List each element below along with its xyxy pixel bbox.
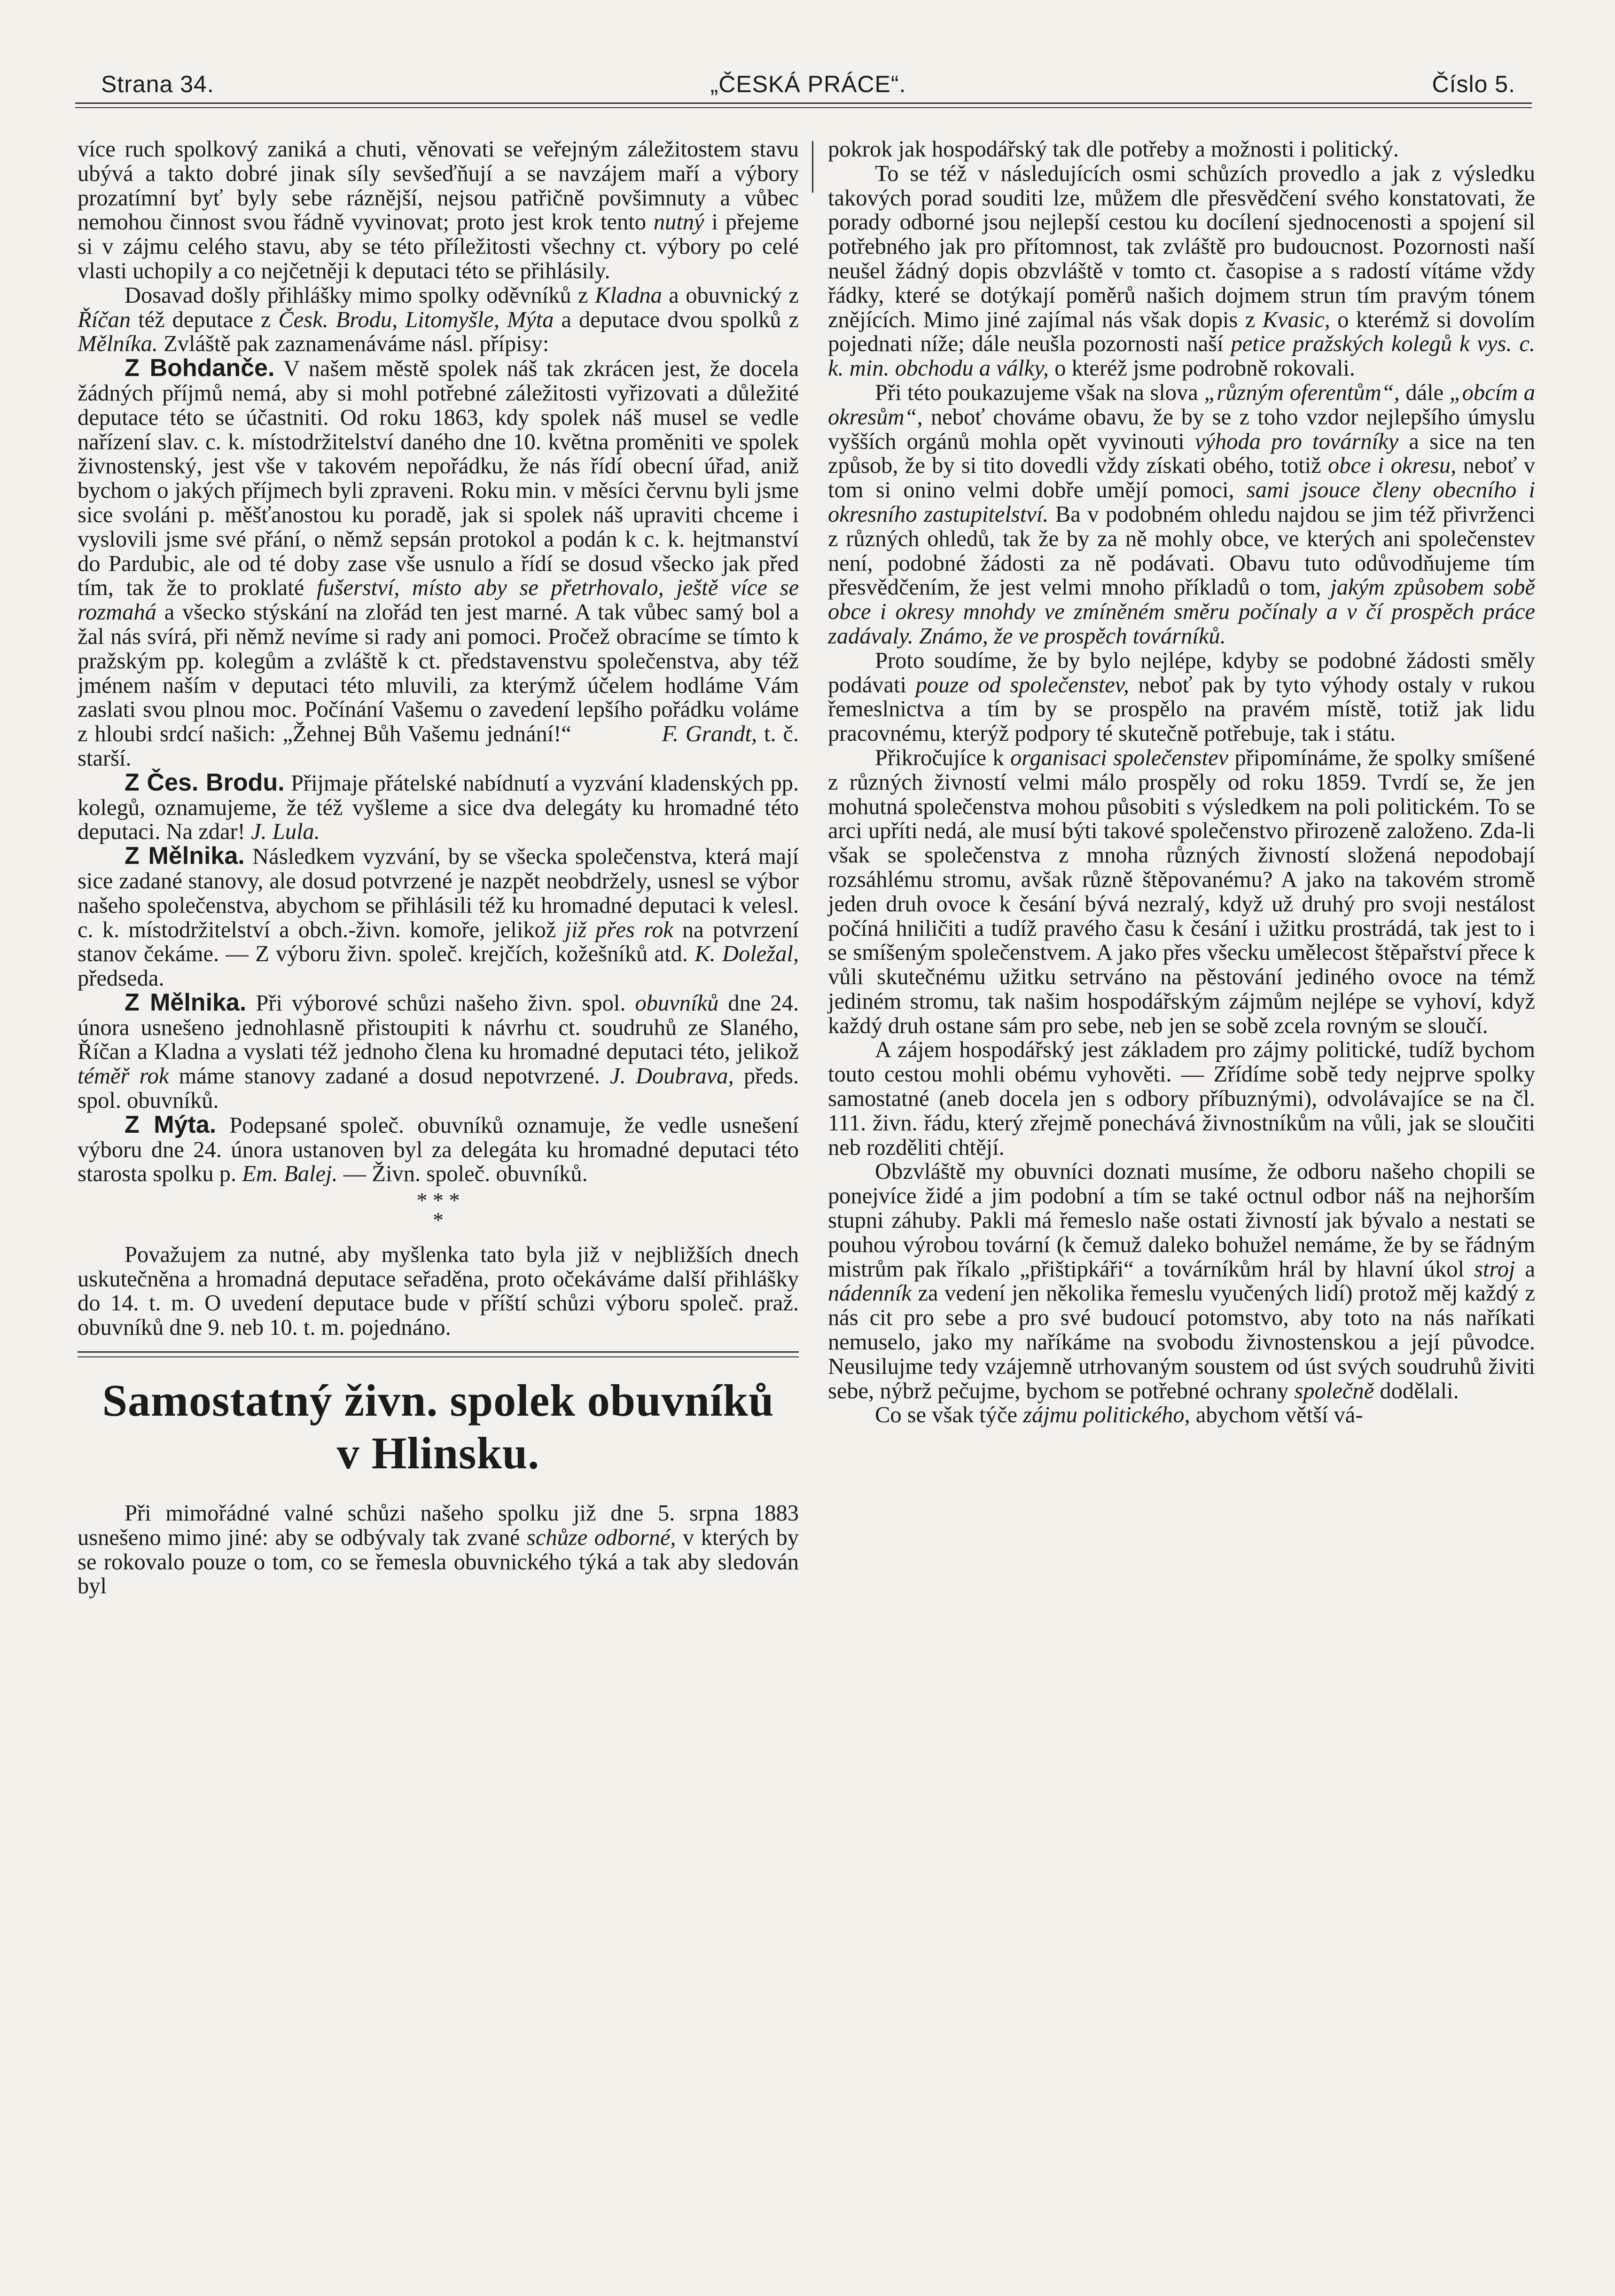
header-rule-bottom — [75, 107, 1532, 108]
letter-heading: Z Mýta. — [125, 1111, 217, 1138]
letter-melnik-1: Z Mělnika. Následkem vyzvání, by se všecka společenstva, která mají sice zadané stanovy, ale dosud potvrzené je nazpět neobdržely, usnesl se výbor našeho společenstva, abychom se přihlásili též ku hromadné deputaci k velesl. c. k. místodržitelství a obch.-živn. komoře, jelikož již přes rok na potvrzení stanov čekáme. — Z výboru živn. společ. krejčích, kožešníků atd. K. Doležal, předseda. — [78, 842, 799, 991]
right-paragraph-2: To se též v následujících osmi schůzích provedlo a jak z výsledku takových porad souditi lze, můžem dle přesvědčení svého konstatovati, že porady odborné jsou nejlepší cestou ku docílení sjednocenosti a spojení sil potřebného jak pro přítomnost, tak zvláště pro budoucnost. Pozornosti naší neušel žádný dopis obzvláště v tomto ct. časopise a s radostí vítáme vždy řádky, které se dotýkají poměrů našich dojmem strun tím pravým tónem znějících. Mimo jiné zajímal nás však dopis z Kvasic, o kterémž si dovolím pojednati níže; dále neušla pozornosti naší petice pražských kolegů k vys. c. k. min. obchodu a války, o kteréž jsme podrobně rokovali. — [828, 161, 1535, 381]
signature: J. Doubrava, — [610, 1064, 734, 1089]
article-title: Samostatný živn. spolek obuvníků v Hlinsku. — [102, 1375, 774, 1479]
letter-cesky-brod: Z Čes. Brodu. Přijmaje přátelské nabídnutí a vyzvání kladenských pp. kolegů, oznamujeme, že též vyšleme a sice dva delegáty ku hromadné této deputaci. Na zdar! J. Lula. — [78, 768, 799, 845]
right-paragraph-6: A zájem hospodářský jest základem pro zájmy politické, tudíž bychom touto cestou mohli obému vyhověti. — Zřídíme sobě tedy nejprve spolky samostatné (aneb docela jen s odbory příbuznými), odvolávajíce se na čl. 111. živn. řádu, který zřejmě ponechává živnostníkům na vůli, jak se sloučiti neb rozděliti chtějí. — [828, 1037, 1535, 1160]
right-paragraph-1: pokrok jak hospodářský tak dle potřeby a možnosti i politický. — [828, 137, 1399, 162]
left-column — [78, 137, 799, 1599]
article-continuation: více ruch spolkový zaniká a chuti, věnovati se veřejným záležitostem stavu ubývá a takto dobré jinak síly sevšeďňují a se navzájem maří a výbory prozatímní byť byly sebe ráznější, nejsou patřičně povšimnuty a vůbec nemohou činnost svou řádně vyvinovat; proto jest krok tento nutný i přejeme si v zájmu celého stavu, aby se této příležitosti všechny ct. výbory po celé vlasti uchopily a co nejčetněji k deputaci této se přihlásily. — [78, 137, 799, 283]
letter-bohdanec: Z Bohdanče. V našem městě spolek náš tak zkrácen jest, že docela žádných příjmů nemá, aby si mohl potřebné záležitosti vyřizovati a důležité deputace této se účastniti. Od roku 1863, kdy spolek náš musel se vedle nařízení slav. c. k. místodržitelství daného dne 10. května proměniti ve spolek živnostenský, jest vše v takovém nepořádku, že nás řídí obecní úřad, aniž bychom o jakých příjmech byli zpraveni. Roku min. v měsíci červnu byli jsme sice svoláni p. měšťanostou ku poradě, jak si spolek náš upraviti chceme i vyslovili jsme své přání, o němž sepsán protokol a podán k c. k. hejtmanství do Pardubic, ale od té doby zase vše usnulo a řídí se dosud všecko jak před tím, tak že to proklaté fušerství, místo aby se přetrhovalo, ještě více se rozmahá a všecko stýskání na zlořád ten jest marné. A tak vůbec samý bol a žal nás svírá, při němž nevíme si rady ani pomoci. Pročež obracíme se tímto k pražským pp. kolegům a zvláště k ct. představenstvu společenstva, aby též jménem naším v deputaci této mluvili, za kterýmž účelem hodláme Vám zaslati svou plnou moc. Počínání Vašemu o zavedení lepšího pořádku voláme z hloubi srdcí našich: „Žehnej Bůh Vašemu jednání!“ F. Grandt, t. č. starší. — [78, 354, 799, 771]
right-paragraph-4: Proto soudíme, že by bylo nejlépe, kdyby se podobné žádosti směly podávati pouze od společenstev, neboť pak by tyto výhody ostaly v rukou řemeslnictva a tím by se prospělo na pravém místě, totiž jak lidu pracovnému, kterýž podpory té skutečně potřebuje, tak i státu. — [828, 648, 1535, 746]
letter-heading: Z Mělnika. — [125, 988, 247, 1016]
letter-heading: Z Čes. Brodu. — [125, 768, 285, 796]
issue-number: Číslo 5. — [1432, 71, 1515, 97]
right-column — [828, 137, 1535, 1427]
signature: Em. Balej. — [242, 1161, 338, 1187]
column-divider — [812, 141, 813, 193]
right-paragraph-3: Při této poukazujeme však na slova „různým oferentům“, dále „obcím a okresům“, neboť chováme obavu, že by se z toho vzdor nejlepšího úmyslu vyšších orgánů mohla opět vyvinouti výhoda pro továrníky a sice na ten způsob, že by si tito dovedli vždy získati obého, totiž obce i okresu, neboť v tom si onino velmi dobře umějí pomoci, sami jsouce členy obecního i okresního zastupitelství. Ba v podobném ohledu najdou se jim též přivrženci z různých ohledů, tak že by za ně mohly obce, ve kterých ani společenstev není, podobné žádosti za ně podávati. Obavu tuto odůvodňujeme tím přesvědčením, že jest velmi mnoho příkladů o tom, jakým způsobem sobě obce i okresy mnohdy ve zmíněném směru počínaly a v čí prospěch práce zadávaly. Známo, že ve prospěch továrníků. — [828, 380, 1536, 649]
newspaper-title: „ČESKÁ PRÁCE“. — [710, 71, 906, 97]
signature: K. Doležal, — [694, 941, 799, 967]
page-number: Strana 34. — [101, 71, 214, 97]
signature: F. Grandt, — [662, 721, 757, 747]
hlinsko-paragraph: Při mimořádné valné schůzi našeho spolku již dne 5. srpna 1883 usnešeno mimo jiné: aby se odbývaly tak zvané schůze odborné, v kterých by se rokovalo pouze o tom, co se řemesla obuvnického týká a tak aby sledován byl — [78, 1501, 799, 1599]
right-paragraph-8: Co se však týče zájmu politického, abychom větší vá- — [875, 1403, 1363, 1428]
signature: J. Lula. — [250, 819, 320, 845]
letter-heading: Z Mělnika. — [125, 842, 245, 870]
right-paragraph-5: Přikročujíce k organisaci společenstev připomínáme, že spolky smíšené z různých živností velmi málo prospěly od roku 1859. Tvrdí se, že jen mohutná společenstva mohou působiti s výsledkem na poli politickém. To se arci upříti nedá, ale musí býti takové společenstvo přirozeně založeno. Zda-li však se společenstva z mnoha různých živností složená nepodobají rozsáhlému stromu, avšak různě štěpovanému? A jako na takovém stromě jeden druh ovoce k česání bývá nezralý, když už druhý pro svoji nestálost počíná hniličiti a tudíž pravého času k česání i užitku prostrádá, tak jest to i se smíšeným společenstvem. A jako přes všecku umělecost štěpařství přece k vůli skutečnému užitku setrváno na pěstování jediného ovoce na témž jediném stromu, tak našim hospodářským zájmům nejlépe se vyhoví, když každý druh ostane sám pro sebe, neb jen se sobě zcela rovným se sloučí. — [828, 745, 1535, 1038]
closing-paragraph: Považujem za nutné, aby myšlenka tato byla již v nejbližších dnech uskutečněna a hromadná deputace seřaděna, proto očekáváme další přihlášky do 14. t. m. O uvedení deputace bude v příští schůzi výboru společ. praž. obuvníků dne 9. neb 10. t. m. pojednáno. — [78, 1242, 799, 1340]
letter-heading: Z Bohdanče. — [125, 354, 275, 382]
letter-melnik-2: Z Mělnika. Při výborové schůzi našeho živn. spol. obuvníků dne 24. února usnešeno jednohlasně přistoupiti k návrhu ct. soudruhů ze Slaného, Říčan a Kladna a vyslati též jednoho člena ku hromadné deputaci této, jelikož téměř rok máme stanovy zadané a dosud nepotvrzené. J. Doubrava, předs. spol. obuvníků. — [78, 988, 799, 1113]
section-rule-top — [78, 1351, 799, 1353]
right-paragraph-7: Obzvláště my obuvníci doznati musíme, že odboru našeho chopili se ponejvíce židé a jim podobní a tím se také octnul odbor náš na nejhorším stupni záhuby. Pakli má řemeslo naše ostati živností jak bývalo a nestati se pouhou výrobou tovární (k čemuž daleko bohužel nemáme, že by se řádným mistrům pak říkalo „přištipkáři“ a továrníkům hrál by hlavní úkol stroj a nádenník za vedení jen několika řemeslu vyučených lidí) protož měj každý z nás cit pro sebe a pro své budoucí potomstvo, aby toto na nás naříkati nemuselo, jako my naříkáme na svobodu živnostenskou a její původce. Neusilujme tedy vzájemně utrhovaným soustem od úst svých soudruhů živiti sebe, nýbrž pečujme, bychom se potřebné ochrany společně dodělali. — [828, 1159, 1535, 1403]
asterism-divider: * * * * — [416, 1188, 460, 1232]
letter-myto: Z Mýta. Podepsané společ. obuvníků oznamuje, že vedle usnešení výboru dne 24. února ustanoven byl za delegáta ku hromadné deputaci této starosta spolku p. Em. Balej. — Živn. společ. obuvníků. — [78, 1111, 799, 1187]
applications-paragraph: Dosavad došly přihlášky mimo spolky oděvníků z Kladna a obuvnický z Říčan též deputace z Česk. Brodu, Litomyšle, Mýta a deputace dvou spolků z Mělníka. Zvláště pak zaznamenáváme násl. přípisy: — [78, 282, 799, 357]
section-rule-bottom — [78, 1356, 799, 1357]
header-rule-top — [75, 102, 1532, 104]
